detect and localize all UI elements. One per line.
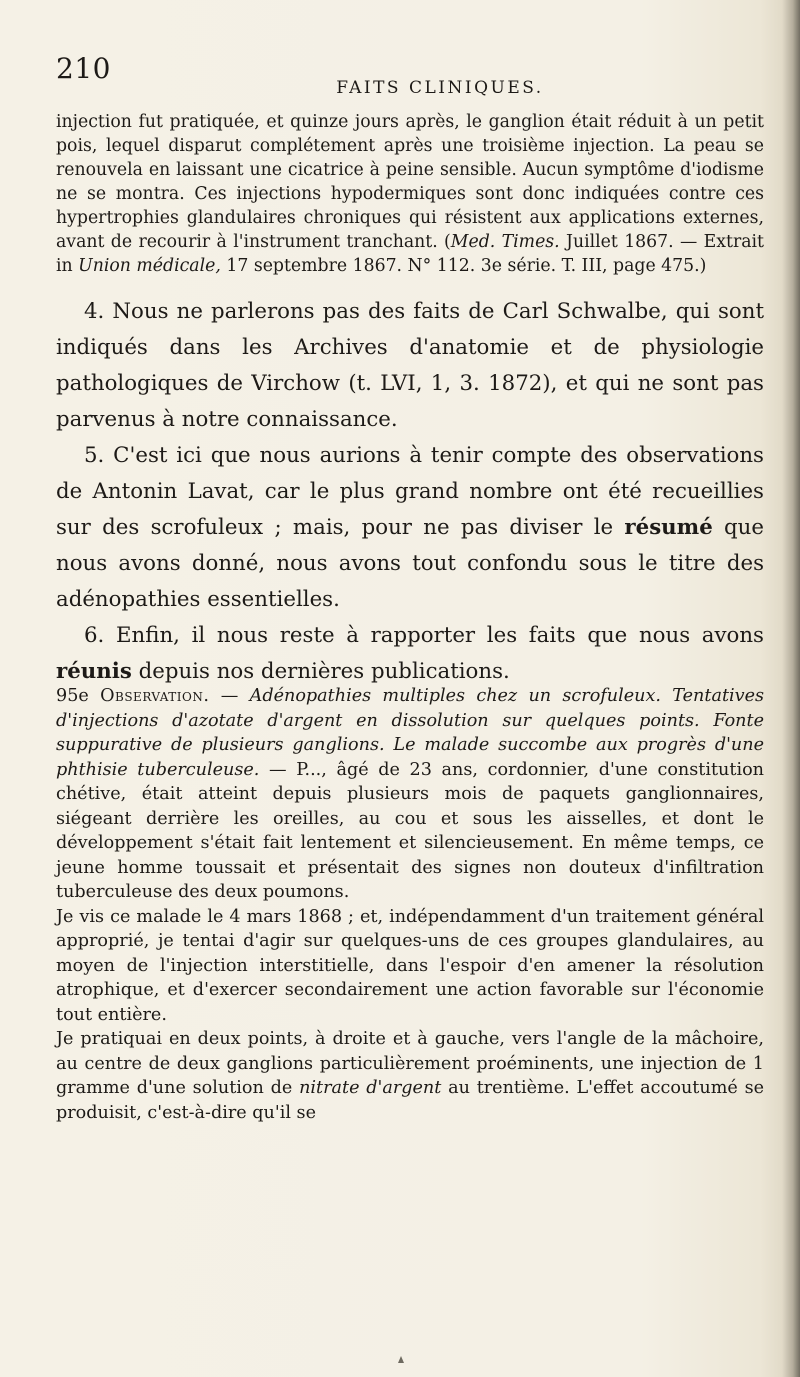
observation-intro: — P..., âgé de 23 ans, cordonnier, d'une constitution chétive, était atteint depuis plusieurs mois de paquets ganglionnaires, siégeant derrière les oreilles, au cou et sous les aisselles, et dont le développement s'était fait lentement et silencieusement. En même temps, ce jeune homme toussait et présentait des signes non douteux d'infiltration tuberculeuse des deux poumons. xyxy=(56,759,765,902)
point-6-start: 6. Enfin, il nous reste à rapporter les faits que nous avons xyxy=(84,623,764,648)
point-4: 4. Nous ne parlerons pas des faits de Carl Schwalbe, qui sont indiqués dans les Archives d'anatomie et de physiologie pathologiques de Virchow (t. LVI, 1, 3. 1872), et qui ne sont pas parvenus à notre connaissance. xyxy=(56,299,764,432)
page-header xyxy=(56,52,764,102)
paragraph-3-start: Je pratiquai en deux points, à droite et à gauche, vers l'angle de la mâchoire, au centre de deux ganglions particulièrement proéminents, une injection de 1 gramme d'une solution de xyxy=(56,1029,764,1098)
observation-dash: — xyxy=(209,686,250,706)
point-5 xyxy=(56,438,764,618)
observation-title: Adénopathies multiples chez un scrofuleux. Tentatives d'injections d'azotate d'argent en dissolution sur quelques points. Fonte suppurative de plusieurs ganglions. Le malade succombe aux progrès d'une phthisie tuberculeuse. xyxy=(56,686,765,780)
running-head: FAITS CLINIQUES. xyxy=(336,78,544,98)
point-5-end: que nous avons donné, nous avons tout confondu sous le titre des adénopathies essentielles. xyxy=(56,515,764,612)
point-6-bold: réunis xyxy=(56,659,132,684)
observation-paragraph-3 xyxy=(56,1027,764,1125)
point-5-start: 5. C'est ici que nous aurions à tenir compte des observations de Antonin Lavat, car le plus grand nombre ont été recueillies sur des scrofuleux ; mais, pour ne pas diviser le xyxy=(56,443,764,540)
paragraph-3-end: au trentième. L'effet accoutumé se produisit, c'est-à-dire qu'il se xyxy=(56,1078,765,1123)
point-6-end: depuis nos dernières publications. xyxy=(131,659,510,684)
page-number: 210 xyxy=(56,52,111,85)
journal-title: Union médicale, xyxy=(78,256,221,276)
journal-text: 17 septembre 1867. N° 112. 3e série. T. III, page 475.) xyxy=(220,256,707,276)
point-5-bold: résumé xyxy=(624,515,713,540)
observation-paragraph-2: Je vis ce malade le 4 mars 1868 ; et, indépendamment d'un traitement général approprié, je tentai d'agir sur quelques-uns de ces groupes glandulaires, au moyen de l'injection interstitielle, dans l'espoir d'en amener la résolution atrophique, et d'exercer secondairement une action favorable sur l'économie tout entière. xyxy=(56,906,764,1025)
printer-mark-icon xyxy=(398,1356,404,1363)
continuation-text: injection fut pratiquée, et quinze jours après, le ganglion était réduit à un petit pois, lequel disparut complétement après une troisième injection. La peau se renouvela en laissant une cicatrice à peine sensible. Aucun symptôme d'iodisme ne se montra. Ces injections hypodermiques sont donc indiquées contre ces hypertrophies glandulaires chroniques qui résistent aux applications externes, avant de recourir à l'instrument tranchant. ( xyxy=(56,112,764,252)
observation-label: Observation. xyxy=(100,686,210,706)
source-title: Med. Times. xyxy=(450,232,560,252)
paragraph-3-italic: nitrate d'argent xyxy=(299,1078,442,1098)
observation-number: 95e xyxy=(56,686,89,706)
point-6 xyxy=(56,618,764,690)
observation-section xyxy=(56,684,764,1125)
numbered-points xyxy=(56,294,764,690)
continuation-paragraph xyxy=(56,110,764,278)
observation-heading xyxy=(56,684,764,905)
source-text: Juillet 1867. — Extrait in xyxy=(56,232,764,276)
page-edge-shadow xyxy=(782,0,800,1377)
